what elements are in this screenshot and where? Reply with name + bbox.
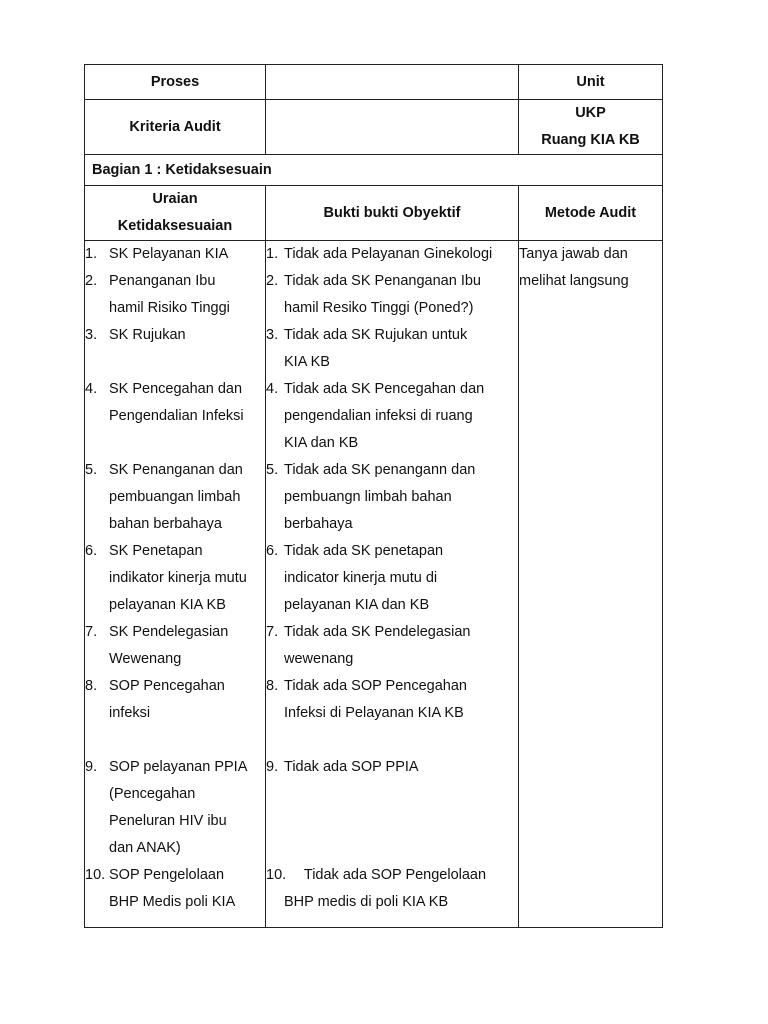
uraian-item-text	[109, 673, 225, 727]
uraian-item-line: SK Pendelegasian	[109, 624, 229, 640]
bukti-item-number: 9.	[266, 759, 279, 775]
uraian-item	[85, 322, 265, 349]
uraian-item-line: Pengendalian Infeksi	[109, 408, 244, 424]
uraian-item-line: Peneluran HIV ibu	[109, 813, 227, 829]
uraian-item-line: dan ANAK)	[109, 840, 181, 856]
uraian-item-line: SK Pelayanan KIA	[109, 246, 229, 262]
col-header-uraian-line1: Uraian	[152, 191, 198, 207]
uraian-item-text	[109, 457, 243, 538]
proses-row	[85, 65, 663, 100]
bukti-item-line: hamil Resiko Tinggi (Poned?)	[284, 300, 474, 316]
uraian-item-line: (Pencegahan	[109, 786, 196, 802]
uraian-item-text	[109, 268, 230, 322]
bukti-item	[266, 619, 518, 673]
bagian-row	[85, 155, 663, 186]
bukti-item	[266, 322, 518, 376]
bukti-item	[266, 268, 518, 322]
bukti-item-text	[284, 673, 467, 727]
bukti-item-text	[284, 268, 481, 322]
uraian-item-line: pelayanan KIA KB	[109, 597, 226, 613]
bukti-item-text	[284, 862, 486, 916]
bukti-item-line: Tidak ada Pelayanan Ginekologi	[284, 246, 493, 262]
uraian-item-line: Wewenang	[109, 651, 182, 667]
uraian-item	[85, 268, 265, 322]
uraian-item-line: SOP Pencegahan	[109, 678, 225, 694]
bukti-item-line: Tidak ada SK penangann dan	[284, 462, 476, 478]
uraian-item-number: 4.	[85, 381, 98, 397]
bukti-item-line: KIA KB	[284, 354, 330, 370]
bagian-title: Bagian 1 : Ketidaksesuain	[85, 155, 663, 186]
bukti-item-line: Infeksi di Pelayanan KIA KB	[284, 705, 464, 721]
bukti-item-number: 8.	[266, 678, 279, 694]
uraian-item-line: SOP Pengelolaan	[109, 867, 225, 883]
bukti-item-line: KIA dan KB	[284, 435, 359, 451]
bukti-item-number: 5.	[266, 462, 279, 478]
col-header-bukti: Bukti bukti Obyektif	[266, 186, 519, 241]
uraian-item	[85, 241, 265, 268]
uraian-item	[85, 538, 265, 619]
audit-table	[84, 64, 663, 928]
uraian-list	[85, 241, 265, 916]
bukti-cell	[266, 241, 519, 928]
bukti-item-line: Tidak ada SK Rujukan untuk	[284, 327, 468, 343]
bukti-item-line: pembuangn limbah bahan	[284, 489, 452, 505]
bukti-item-line: pelayanan KIA dan KB	[284, 597, 430, 613]
bukti-item-text	[284, 619, 470, 673]
uraian-item-number: 8.	[85, 678, 98, 694]
uraian-item-line: SK Rujukan	[109, 327, 186, 343]
bukti-item-line: wewenang	[284, 651, 354, 667]
unit-value-line1: UKP	[575, 105, 606, 121]
bukti-item-line: Tidak ada SOP Pengelolaan	[284, 867, 487, 883]
bukti-item-line: pengendalian infeksi di ruang	[284, 408, 473, 424]
uraian-item-line: bahan berbahaya	[109, 516, 222, 532]
bukti-item-line: Tidak ada SK Pendelegasian	[284, 624, 471, 640]
kriteria-value	[266, 100, 519, 155]
bukti-item-line: berbahaya	[284, 516, 353, 532]
uraian-item-text	[109, 862, 235, 916]
bukti-item-number: 7.	[266, 624, 279, 640]
bukti-item	[266, 241, 518, 268]
uraian-item-text	[109, 619, 228, 673]
unit-value	[519, 100, 663, 155]
bukti-item-line: Tidak ada SK Pencegahan dan	[284, 381, 485, 397]
uraian-item-line: indikator kinerja mutu	[109, 570, 247, 586]
bukti-item-number: 3.	[266, 327, 279, 343]
uraian-item-text	[109, 376, 244, 430]
bukti-item-line: Tidak ada SK Penanganan Ibu	[284, 273, 481, 289]
uraian-item-number: 7.	[85, 624, 98, 640]
unit-value-line2: Ruang KIA KB	[541, 132, 640, 148]
proses-value	[266, 65, 519, 100]
metode-cell	[519, 241, 663, 928]
kriteria-row	[85, 100, 663, 155]
uraian-item-number: 2.	[85, 273, 98, 289]
bukti-item-text	[284, 538, 443, 619]
uraian-item-number: 5.	[85, 462, 98, 478]
proses-label: Proses	[85, 65, 266, 100]
bukti-item-line: BHP medis di poli KIA KB	[284, 894, 449, 910]
uraian-item	[85, 673, 265, 727]
uraian-item	[85, 457, 265, 538]
bukti-item-text	[284, 754, 419, 781]
bukti-item-number: 10.	[266, 867, 287, 883]
bukti-item	[266, 457, 518, 538]
col-header-uraian-line2: Ketidaksesuaian	[117, 218, 233, 234]
bukti-item	[266, 673, 518, 727]
bukti-item-text	[284, 376, 484, 457]
bukti-item-number: 4.	[266, 381, 279, 397]
bukti-item-number: 6.	[266, 543, 279, 559]
column-header-row	[85, 186, 663, 241]
bukti-list	[266, 241, 518, 916]
uraian-item-number: 1.	[85, 246, 98, 262]
uraian-item	[85, 754, 265, 862]
uraian-item-number: 9.	[85, 759, 98, 775]
uraian-item-line: SK Penanganan dan	[109, 462, 243, 478]
bukti-item	[266, 862, 518, 916]
bukti-item-text	[284, 322, 467, 376]
bukti-item-line: Tidak ada SK penetapan	[284, 543, 444, 559]
bukti-item-line: Tidak ada SOP Pencegahan	[284, 678, 467, 694]
uraian-item-number: 10.	[85, 867, 106, 883]
uraian-item	[85, 376, 265, 430]
col-header-metode: Metode Audit	[519, 186, 663, 241]
uraian-item-text	[109, 754, 247, 862]
unit-label: Unit	[519, 65, 663, 100]
uraian-item-line: Penanganan Ibu	[109, 273, 216, 289]
uraian-cell	[85, 241, 266, 928]
metode-line1: Tanya jawab dan	[519, 246, 628, 262]
bukti-item-text	[284, 241, 492, 268]
uraian-item-line: pembuangan limbah	[109, 489, 241, 505]
uraian-item	[85, 862, 265, 916]
uraian-item-text	[109, 538, 247, 619]
uraian-item-text	[109, 322, 186, 349]
bukti-item-number: 2.	[266, 273, 279, 289]
body-row	[85, 241, 663, 928]
uraian-item-line: SOP pelayanan PPIA	[109, 759, 248, 775]
uraian-item-line: infeksi	[109, 705, 151, 721]
bukti-item-number: 1.	[266, 246, 279, 262]
uraian-item-line: hamil Risiko Tinggi	[109, 300, 230, 316]
uraian-item-number: 6.	[85, 543, 98, 559]
uraian-item-text	[109, 241, 228, 268]
kriteria-label: Kriteria Audit	[85, 100, 266, 155]
col-header-uraian	[85, 186, 266, 241]
uraian-item-line: BHP Medis poli KIA	[109, 894, 236, 910]
bukti-item	[266, 754, 518, 781]
metode-line2: melihat langsung	[519, 273, 629, 289]
bukti-item	[266, 376, 518, 457]
bukti-item-line: indicator kinerja mutu di	[284, 570, 438, 586]
uraian-item	[85, 619, 265, 673]
uraian-item-line: SK Pencegahan dan	[109, 381, 243, 397]
uraian-item-number: 3.	[85, 327, 98, 343]
bukti-item-line: Tidak ada SOP PPIA	[284, 759, 419, 775]
bukti-item-text	[284, 457, 475, 538]
uraian-item-line: SK Penetapan	[109, 543, 203, 559]
bukti-item	[266, 538, 518, 619]
